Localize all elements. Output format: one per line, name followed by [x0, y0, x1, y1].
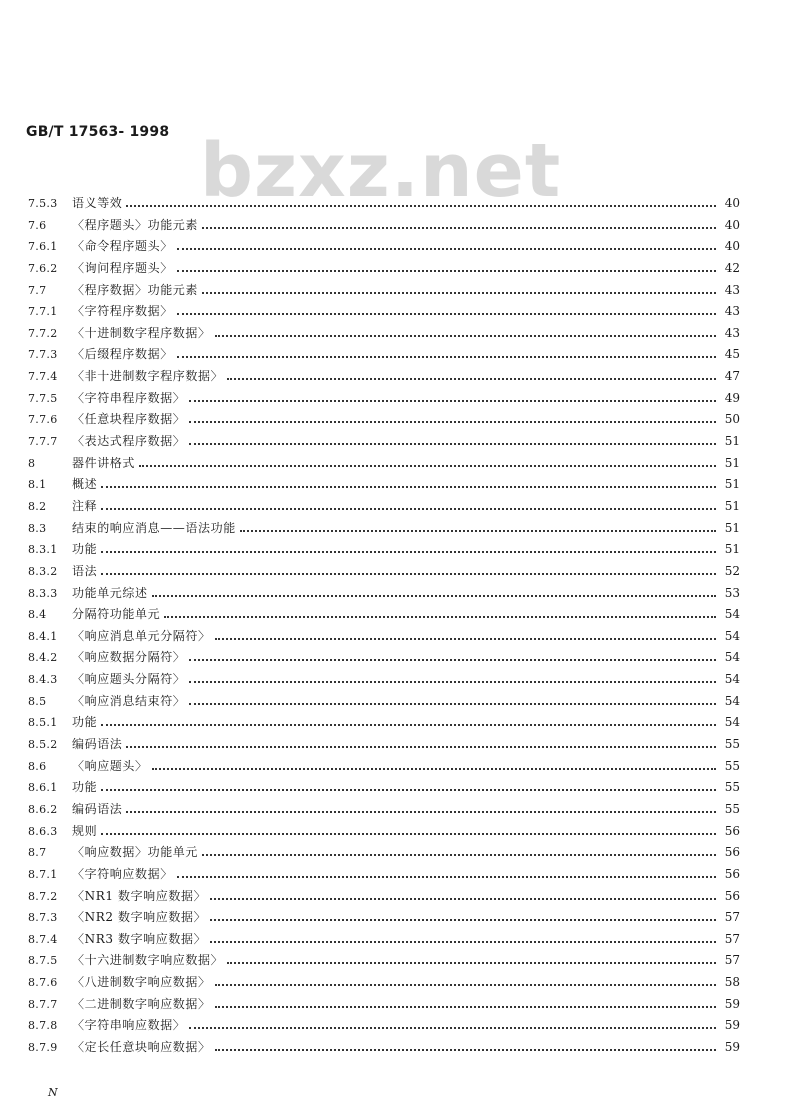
dot-leader — [152, 764, 716, 770]
toc-entry[interactable] — [28, 324, 740, 346]
watermark: bzxz.net — [200, 128, 562, 214]
toc-entry-number: 8.3 — [28, 521, 47, 535]
toc-entry[interactable] — [28, 605, 740, 627]
toc-entry[interactable] — [28, 670, 740, 692]
toc-entry-page: 56 — [724, 823, 740, 838]
toc-entry[interactable] — [28, 259, 740, 281]
toc-entry-page: 55 — [724, 737, 740, 752]
toc-entry[interactable] — [28, 648, 740, 670]
dot-leader — [164, 612, 716, 618]
toc-entry-title: 概述 — [72, 477, 98, 492]
toc-entry-title: 〈表达式程序数据〉 — [72, 434, 186, 449]
toc-entry[interactable] — [28, 410, 740, 432]
dot-leader — [189, 417, 716, 423]
toc-entry-number: 8.4 — [28, 608, 47, 622]
toc-entry[interactable] — [28, 887, 740, 909]
toc-entry[interactable] — [28, 345, 740, 367]
toc-entry-title: 〈字符响应数据〉 — [72, 866, 173, 881]
dot-leader — [101, 482, 716, 488]
toc-entry-title: 〈NR3 数字响应数据〉 — [72, 931, 207, 946]
toc-entry-number: 7.7.2 — [28, 326, 58, 340]
toc-entry-page: 56 — [724, 888, 740, 903]
toc-entry[interactable] — [28, 735, 740, 757]
dot-leader — [215, 1045, 716, 1051]
toc-entry-title: 〈程序题头〉功能元素 — [72, 217, 199, 232]
toc-entry-number: 8.6.2 — [28, 802, 58, 816]
toc-entry[interactable] — [28, 930, 740, 952]
toc-entry-page: 43 — [724, 304, 740, 319]
toc-entry-title: 〈十六进制数字响应数据〉 — [72, 953, 224, 968]
standard-code: GB/T 17563- 1998 — [26, 124, 170, 140]
toc-entry[interactable] — [28, 865, 740, 887]
toc-entry-title: 结束的响应消息——语法功能 — [72, 520, 236, 535]
dot-leader — [215, 980, 716, 986]
toc-entry-number: 7.6.1 — [28, 240, 58, 254]
toc-entry-title: 〈NR2 数字响应数据〉 — [72, 910, 207, 925]
toc-entry[interactable] — [28, 519, 740, 541]
toc-entry[interactable] — [28, 584, 740, 606]
toc-entry-number: 7.7.6 — [28, 413, 58, 427]
toc-entry-number: 8.2 — [28, 499, 47, 513]
toc-entry[interactable] — [28, 692, 740, 714]
dot-leader — [126, 742, 716, 748]
toc-entry-number: 7.7 — [28, 283, 47, 297]
toc-entry-number: 8.7.6 — [28, 976, 58, 990]
toc-entry[interactable] — [28, 194, 740, 216]
dot-leader — [139, 461, 716, 467]
toc-entry-page: 54 — [724, 693, 740, 708]
toc-entry[interactable] — [28, 497, 740, 519]
toc-entry-title: 编码语法 — [72, 801, 123, 816]
toc-entry[interactable] — [28, 475, 740, 497]
toc-entry-title: 〈字符串程序数据〉 — [72, 390, 186, 405]
toc-entry-page: 56 — [724, 845, 740, 860]
toc-entry-page: 51 — [724, 434, 740, 449]
dot-leader — [189, 439, 716, 445]
toc-entry-number: 7.7.5 — [28, 391, 58, 405]
toc-entry-page: 55 — [724, 758, 740, 773]
dot-leader — [240, 526, 716, 532]
toc-entry[interactable] — [28, 216, 740, 238]
toc-entry-title: 〈询问程序题头〉 — [72, 260, 173, 275]
toc-entry-page: 56 — [724, 866, 740, 881]
dot-leader — [215, 331, 716, 337]
toc-entry-page: 59 — [724, 1039, 740, 1054]
dot-leader — [189, 655, 716, 661]
toc-entry-page: 42 — [724, 260, 740, 275]
toc-entry[interactable] — [28, 237, 740, 259]
toc-entry[interactable] — [28, 540, 740, 562]
toc-entry-title: 〈响应消息结束符〉 — [72, 693, 186, 708]
toc-entry-title: 〈二进制数字响应数据〉 — [72, 996, 211, 1011]
toc-entry[interactable] — [28, 995, 740, 1017]
toc-entry-title: 功能 — [72, 780, 98, 795]
toc-entry-number: 7.6 — [28, 218, 47, 232]
dot-leader — [210, 937, 716, 943]
toc-entry-number: 8.7.7 — [28, 997, 58, 1011]
toc-entry[interactable] — [28, 713, 740, 735]
dot-leader — [101, 829, 716, 835]
toc-entry[interactable] — [28, 1016, 740, 1038]
dot-leader — [101, 785, 716, 791]
toc-entry[interactable] — [28, 627, 740, 649]
toc-entry-page: 43 — [724, 282, 740, 297]
toc-entry-number: 8.7.1 — [28, 867, 58, 881]
toc-entry-page: 40 — [724, 217, 740, 232]
toc-entry-number: 8.5.2 — [28, 738, 58, 752]
toc-entry-title: 〈任意块程序数据〉 — [72, 412, 186, 427]
toc-entry-page: 57 — [724, 953, 740, 968]
toc-entry-page: 47 — [724, 369, 740, 384]
toc-entry-number: 8.7.3 — [28, 911, 58, 925]
toc-entry-number: 8.5 — [28, 694, 47, 708]
toc-entry[interactable] — [28, 432, 740, 454]
dot-leader — [126, 201, 716, 207]
dot-leader — [101, 720, 716, 726]
toc-entry-title: 〈后缀程序数据〉 — [72, 347, 173, 362]
toc-entry-page: 50 — [724, 412, 740, 427]
toc-entry-title: 语义等效 — [72, 196, 123, 210]
toc-entry-title: 〈NR1 数字响应数据〉 — [72, 888, 207, 903]
toc-entry-title: 〈响应题头〉 — [72, 758, 148, 773]
toc-entry-title: 〈响应消息单元分隔符〉 — [72, 628, 211, 643]
toc-entry-title: 〈字符串响应数据〉 — [72, 1018, 186, 1033]
dot-leader — [227, 374, 716, 380]
toc-entry-page: 55 — [724, 780, 740, 795]
toc-entry-title: 分隔符功能单元 — [72, 607, 161, 622]
toc-entry-number: 8.4.3 — [28, 673, 58, 687]
dot-leader — [227, 958, 716, 964]
toc-entry-title: 功能 — [72, 542, 98, 557]
toc-entry-number: 8.7 — [28, 846, 47, 860]
toc-entry-title: 注释 — [72, 498, 98, 513]
toc-entry-page: 45 — [724, 347, 740, 362]
toc-entry-number: 8.7.5 — [28, 954, 58, 968]
dot-leader — [189, 677, 716, 683]
dot-leader — [101, 504, 716, 510]
dot-leader — [177, 244, 716, 250]
toc-entry-page: 51 — [724, 455, 740, 470]
table-of-contents — [28, 194, 740, 1060]
dot-leader — [215, 634, 716, 640]
toc-entry[interactable] — [28, 908, 740, 930]
toc-entry-title: 功能 — [72, 715, 98, 730]
toc-entry-number: 8.7.2 — [28, 889, 58, 903]
toc-entry-page: 59 — [724, 996, 740, 1011]
toc-entry-page: 57 — [724, 910, 740, 925]
toc-entry-number: 8.6 — [28, 759, 47, 773]
toc-entry-number: 8.1 — [28, 478, 47, 492]
dot-leader — [177, 872, 716, 878]
toc-entry-title: 语法 — [72, 563, 98, 578]
toc-entry[interactable] — [28, 562, 740, 584]
dot-leader — [189, 699, 716, 705]
toc-entry-page: 54 — [724, 715, 740, 730]
toc-entry[interactable] — [28, 757, 740, 779]
toc-entry-number: 8.3.1 — [28, 543, 58, 557]
toc-entry-number: 7.7.4 — [28, 370, 58, 384]
toc-entry-number: 8.6.3 — [28, 824, 58, 838]
page-number: N — [48, 1086, 58, 1099]
toc-entry-number: 7.6.2 — [28, 261, 58, 275]
toc-entry-title: 〈十进制数字程序数据〉 — [72, 325, 211, 340]
toc-entry-title: 〈程序数据〉功能元素 — [72, 282, 199, 297]
toc-entry[interactable] — [28, 1038, 740, 1060]
toc-entry[interactable] — [28, 822, 740, 844]
dot-leader — [177, 266, 716, 272]
dot-leader — [210, 894, 716, 900]
toc-entry[interactable] — [28, 454, 740, 476]
toc-entry-title: 〈响应数据〉功能单元 — [72, 845, 199, 860]
toc-entry-title: 功能单元综述 — [72, 585, 148, 600]
toc-entry-page: 53 — [724, 585, 740, 600]
dot-leader — [189, 1023, 716, 1029]
toc-entry-number: 8.3.2 — [28, 564, 58, 578]
toc-entry-page: 51 — [724, 520, 740, 535]
toc-entry-title: 〈命令程序题头〉 — [72, 239, 173, 254]
toc-entry-page: 57 — [724, 931, 740, 946]
toc-entry-page: 40 — [724, 239, 740, 254]
toc-entry-title: 器件讲格式 — [72, 455, 136, 470]
toc-entry-number: 7.7.7 — [28, 435, 58, 449]
toc-entry-page: 58 — [724, 975, 740, 990]
toc-entry-page: 51 — [724, 498, 740, 513]
toc-entry-title: 编码语法 — [72, 737, 123, 752]
toc-entry[interactable] — [28, 302, 740, 324]
dot-leader — [177, 309, 716, 315]
toc-entry-page: 40 — [724, 196, 740, 210]
toc-entry[interactable] — [28, 367, 740, 389]
toc-entry[interactable] — [28, 973, 740, 995]
toc-entry-page: 54 — [724, 650, 740, 665]
toc-entry-page: 43 — [724, 325, 740, 340]
toc-entry-title: 〈定长任意块响应数据〉 — [72, 1039, 211, 1054]
toc-entry-page: 54 — [724, 672, 740, 687]
dot-leader — [210, 915, 716, 921]
toc-entry-title: 〈八进制数字响应数据〉 — [72, 975, 211, 990]
toc-entry-number: 8.4.2 — [28, 651, 58, 665]
toc-entry[interactable] — [28, 389, 740, 411]
toc-entry[interactable] — [28, 800, 740, 822]
toc-entry-page: 54 — [724, 628, 740, 643]
dot-leader — [177, 352, 716, 358]
toc-entry-number: 8.4.1 — [28, 629, 58, 643]
dot-leader — [126, 807, 716, 813]
dot-leader — [215, 1002, 716, 1008]
toc-entry-number: 7.7.3 — [28, 348, 58, 362]
dot-leader — [202, 288, 716, 294]
toc-entry-number: 7.7.1 — [28, 305, 58, 319]
dot-leader — [152, 591, 716, 597]
toc-entry-page: 49 — [724, 390, 740, 405]
toc-entry[interactable] — [28, 778, 740, 800]
toc-entry-page: 52 — [724, 563, 740, 578]
toc-entry-page: 51 — [724, 477, 740, 492]
toc-entry-number: 8.5.1 — [28, 716, 58, 730]
toc-entry-number: 7.5.3 — [28, 197, 58, 210]
toc-entry-page: 55 — [724, 801, 740, 816]
toc-entry-number: 8.3.3 — [28, 586, 58, 600]
dot-leader — [189, 396, 716, 402]
dot-leader — [202, 850, 716, 856]
toc-entry[interactable] — [28, 951, 740, 973]
toc-entry-title: 〈响应题头分隔符〉 — [72, 672, 186, 687]
toc-entry-number: 8 — [28, 456, 36, 470]
toc-entry-title: 〈非十进制数字程序数据〉 — [72, 369, 224, 384]
toc-entry-page: 51 — [724, 542, 740, 557]
toc-entry-title: 规则 — [72, 823, 98, 838]
toc-entry-title: 〈字符程序数据〉 — [72, 304, 173, 319]
toc-entry-page: 54 — [724, 607, 740, 622]
toc-entry-number: 8.7.8 — [28, 1019, 58, 1033]
toc-entry-page: 59 — [724, 1018, 740, 1033]
toc-entry[interactable] — [28, 843, 740, 865]
dot-leader — [101, 569, 716, 575]
toc-entry[interactable] — [28, 281, 740, 303]
dot-leader — [202, 223, 716, 229]
toc-entry-number: 8.7.9 — [28, 1040, 58, 1054]
toc-entry-number: 8.7.4 — [28, 932, 58, 946]
dot-leader — [101, 547, 716, 553]
toc-entry-title: 〈响应数据分隔符〉 — [72, 650, 186, 665]
toc-entry-number: 8.6.1 — [28, 781, 58, 795]
